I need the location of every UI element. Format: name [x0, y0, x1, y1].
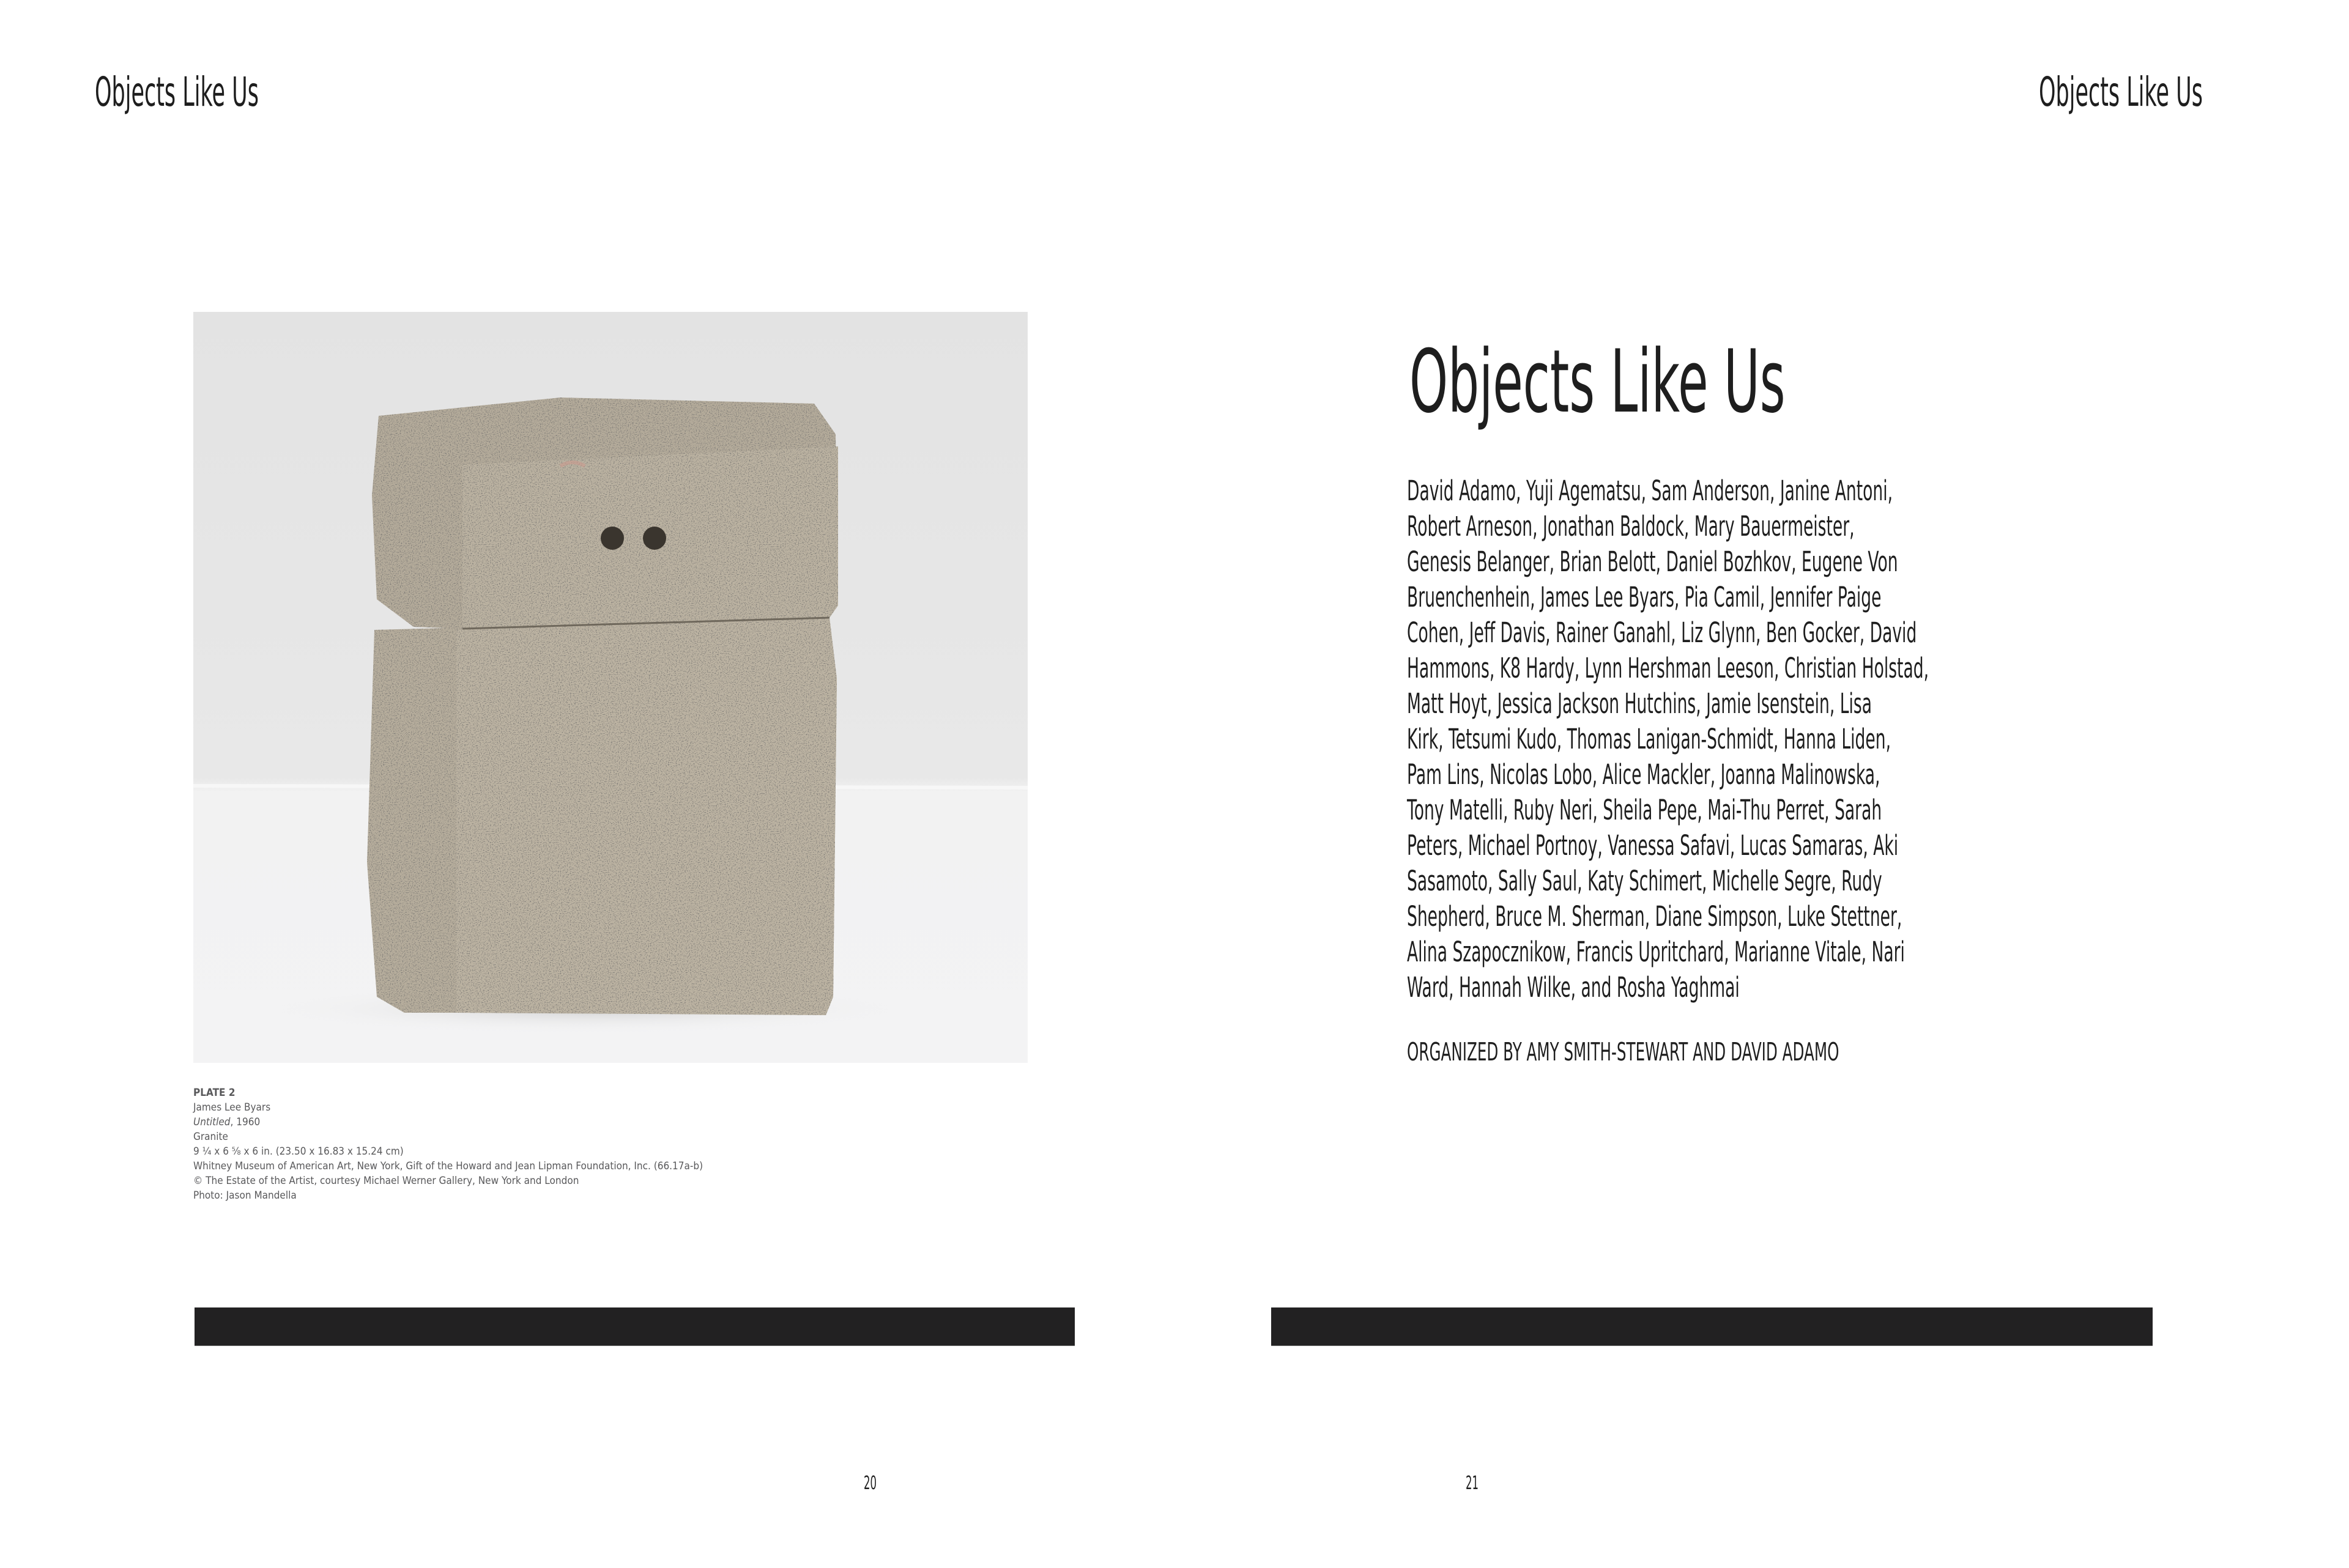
page-number-right: [1466, 1474, 1489, 1493]
artist-list-line: [1407, 651, 2291, 686]
caption-medium: Granite: [193, 1131, 228, 1143]
artist-list-line: [1407, 899, 2291, 934]
artist-list-line-text: Tony Matelli, Ruby Neri, Sheila Pepe, Mai-Thu Perret, Sarah: [1407, 794, 1882, 826]
page-number-left-text: 20: [864, 1473, 877, 1494]
decorative-bar-right: [1271, 1307, 2153, 1346]
page-title-text: Objects Like Us: [1409, 331, 1786, 432]
artist-list-line-text: Hammons, K8 Hardy, Lynn Hershman Leeson, Christian Holstad,: [1407, 652, 1929, 684]
artist-list-line-text: Peters, Michael Portnoy, Vanessa Safavi, Lucas Samaras, Aki: [1407, 829, 1899, 862]
caption-title-year: [193, 1115, 260, 1130]
artist-list-line-text: Shepherd, Bruce M. Sherman, Diane Simpson, Luke Stettner,: [1407, 900, 1902, 933]
organizers-credit-text: ORGANIZED BY AMY SMITH-STEWART AND DAVID ADAMO: [1407, 1037, 1839, 1067]
caption-copyright: © The Estate of the Artist, courtesy Michael Werner Gallery, New York and London: [193, 1175, 579, 1187]
plate-label: PLATE 2: [193, 1087, 236, 1099]
caption-photo-credit: Photo: Jason Mandella: [193, 1189, 297, 1202]
artist-list-line-text: Cohen, Jeff Davis, Rainer Ganahl, Liz Glynn, Ben Gocker, David: [1407, 616, 1917, 649]
caption-artist: James Lee Byars: [193, 1101, 271, 1114]
organizers-credit: [1407, 1037, 2127, 1067]
artist-list-line-text: Alina Szapocznikow, Francis Upritchard, Marianne Vitale, Nari: [1407, 936, 1905, 968]
artist-list-line-text: Ward, Hannah Wilke, and Rosha Yaghmai: [1407, 971, 1740, 1004]
artist-list-line: [1407, 934, 2291, 970]
decorative-bar-left: [195, 1307, 1075, 1346]
caption-dimensions: 9 ¼ x 6 ⅝ x 6 in. (23.50 x 16.83 x 15.24 cm): [193, 1145, 404, 1158]
artist-list-line: [1407, 580, 2291, 615]
artist-list-line-text: Robert Arneson, Jonathan Baldock, Mary Bauermeister,: [1407, 510, 1855, 542]
artist-list-line-text: Pam Lins, Nicolas Lobo, Alice Mackler, Joanna Malinowska,: [1407, 758, 1880, 791]
artist-list-line-text: Genesis Belanger, Brian Belott, Daniel Bozhkov, Eugene Von: [1407, 545, 1898, 578]
page-title: [1409, 331, 2075, 432]
artist-list-line: [1407, 864, 2291, 899]
granite-sculpture-illustration: [193, 312, 1028, 1063]
artist-list-line-text: Sasamoto, Sally Saul, Katy Schimert, Michelle Segre, Rudy: [1407, 865, 1882, 897]
caption-year: , 1960: [230, 1116, 261, 1128]
artist-list-line: [1407, 544, 2291, 580]
running-head-left-text: Objects Like Us: [95, 68, 259, 116]
artist-list-line-text: Bruenchenhein, James Lee Byars, Pia Camil, Jennifer Paige: [1407, 581, 1882, 613]
caption-collection: Whitney Museum of American Art, New York, Gift of the Howard and Jean Lipman Foundation, Inc. (66.17a-b): [193, 1160, 703, 1172]
artist-list-line: [1407, 793, 2291, 828]
page-number-right-text: 21: [1466, 1473, 1479, 1494]
artist-list-line: [1407, 686, 2291, 722]
artist-list-line: [1407, 970, 2291, 1005]
artist-list-line: [1407, 509, 2291, 544]
caption-title: Untitled: [193, 1116, 231, 1128]
artist-list-line: [1407, 615, 2291, 651]
page-number-left: [864, 1474, 887, 1493]
plate-caption: [193, 1085, 1050, 1203]
running-head-right-text: Objects Like Us: [2039, 68, 2203, 116]
running-head-right: [2039, 68, 2348, 116]
artist-list-line: [1407, 473, 2291, 509]
artist-list-line-text: Matt Hoyt, Jessica Jackson Hutchins, Jamie Isenstein, Lisa: [1407, 687, 1872, 720]
plate-image: [193, 312, 1028, 1063]
artist-list-line: [1407, 828, 2291, 864]
artist-list-line: [1407, 722, 2291, 757]
artist-list-line: [1407, 757, 2291, 793]
running-head-left: [95, 68, 404, 116]
artist-list: [1407, 473, 2291, 1005]
artist-list-line-text: Kirk, Tetsumi Kudo, Thomas Lanigan-Schmidt, Hanna Liden,: [1407, 723, 1891, 755]
artist-list-line-text: David Adamo, Yuji Agematsu, Sam Anderson, Janine Antoni,: [1407, 475, 1893, 507]
